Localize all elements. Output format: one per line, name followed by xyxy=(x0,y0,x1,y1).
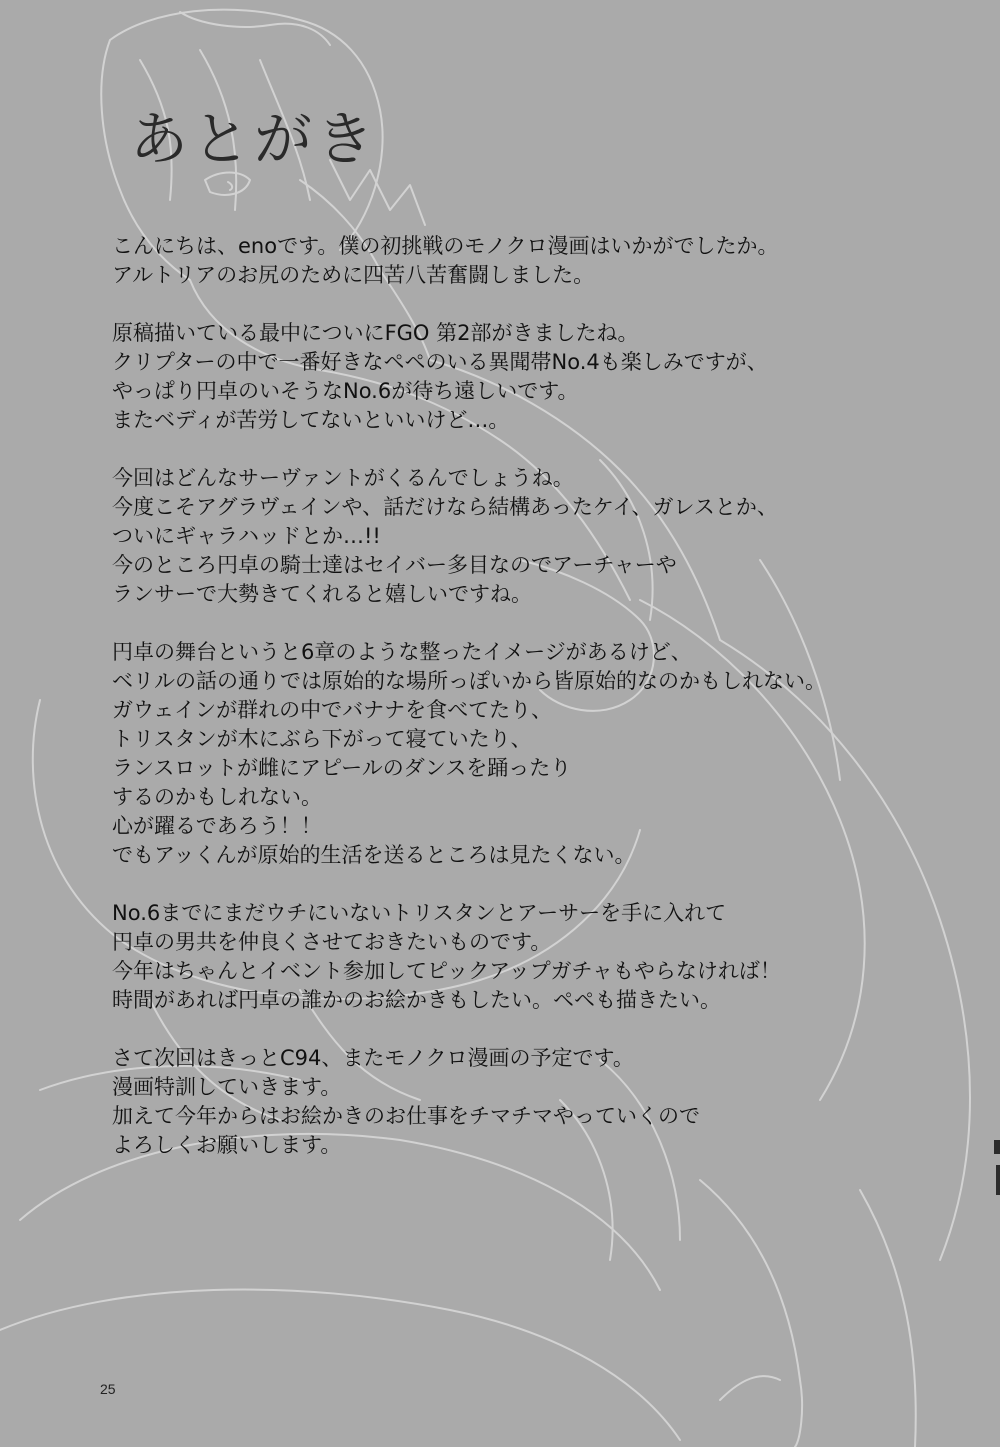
text-line: ランスロットが雌にアピールのダンスを踊ったり xyxy=(112,756,572,780)
paragraph-3 xyxy=(112,464,982,609)
page-title: あとがき xyxy=(130,105,379,173)
paragraph-4 xyxy=(112,638,982,870)
text-line: こんにちは、enoです。僕の初挑戦のモノクロ漫画はいかがでしたか。 xyxy=(112,234,779,258)
text-line: 今度こそアグラヴェインや、話だけなら結構あったケイ、ガレスとか、 xyxy=(112,495,778,519)
text-line: 漫画特訓していきます。 xyxy=(112,1075,342,1099)
text-line: ついにギャラハッドとか…!! xyxy=(112,524,381,548)
text-line: よろしくお願いします。 xyxy=(112,1133,342,1157)
text-line: No.6までにまだウチにいないトリスタンとアーサーを手に入れて xyxy=(112,901,727,925)
text-line: 原稿描いている最中についにFGO 第2部がきましたね。 xyxy=(112,321,639,345)
text-line: やっぱり円卓のいそうなNo.6が待ち遠しいです。 xyxy=(112,379,579,403)
paragraph-2 xyxy=(112,319,982,435)
text-line: するのかもしれない。 xyxy=(112,785,322,809)
page-number: 25 xyxy=(100,1381,116,1397)
text-line: 今年はちゃんとイベント参加してピックアップガチャもやらなければ！ xyxy=(112,959,781,983)
text-line: ベリルの話の通りでは原始的な場所っぽいから皆原始的なのかもしれない。 xyxy=(112,669,826,693)
text-line: 心が躍るであろう！！ xyxy=(112,814,322,838)
text-line: 円卓の舞台というと6章のような整ったイメージがあるけど、 xyxy=(112,640,692,664)
text-line: 加えて今年からはお絵かきのお仕事をチマチマやっていくので xyxy=(112,1104,700,1128)
text-line: さて次回はきっとC94、またモノクロ漫画の予定です。 xyxy=(112,1046,634,1070)
text-line: 時間があれば円卓の誰かのお絵かきもしたい。ペペも描きたい。 xyxy=(112,988,721,1012)
text-line: クリプターの中で一番好きなペペのいる異聞帯No.4も楽しみですが、 xyxy=(112,350,768,374)
text-line: またベディが苦労してないといいけど…。 xyxy=(112,408,510,432)
text-line: でもアッくんが原始的生活を送るところは見たくない。 xyxy=(112,843,636,867)
text-line: 今回はどんなサーヴァントがくるんでしょうね。 xyxy=(112,466,574,490)
sketch-ribbon xyxy=(180,12,330,45)
scan-edge-mark xyxy=(996,1165,1000,1195)
afterword-body xyxy=(112,232,982,1189)
text-line: アルトリアのお尻のために四苦八苦奮闘しました。 xyxy=(112,263,595,287)
text-line: ガウェインが群れの中でバナナを食べてたり、 xyxy=(112,698,553,722)
text-line: 今のところ円卓の騎士達はセイバー多目なのでアーチャーや xyxy=(112,553,677,577)
text-line: ランサーで大勢きてくれると嬉しいですね。 xyxy=(112,582,532,606)
text-line: トリスタンが木にぶら下がって寝ていたり、 xyxy=(112,727,532,751)
scan-edge-mark xyxy=(994,1140,1000,1154)
paragraph-1 xyxy=(112,232,982,290)
text-line: 円卓の男共を仲良くさせておきたいものです。 xyxy=(112,930,552,954)
paragraph-6 xyxy=(112,1044,982,1160)
paragraph-5 xyxy=(112,899,982,1015)
